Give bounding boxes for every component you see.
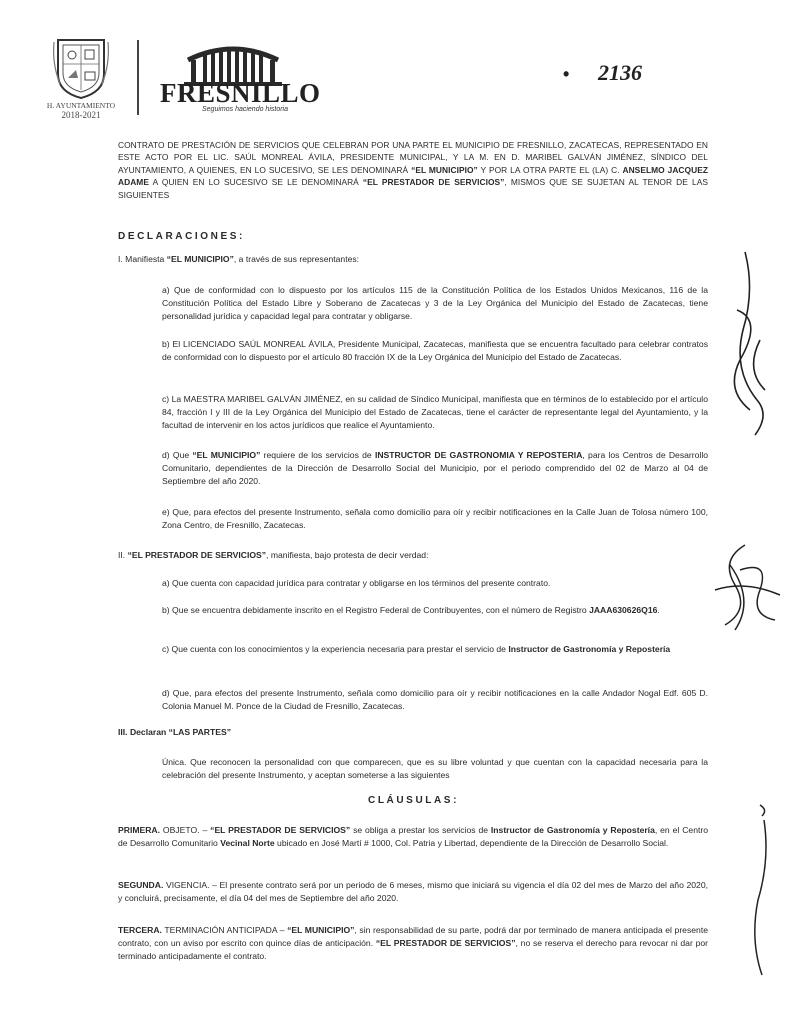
- coat-of-arms-icon: [50, 34, 112, 100]
- primera-prestador: “EL PRESTADOR DE SERVICIOS”: [210, 825, 351, 835]
- decl-i-d-post: , para los Centros de Desarrollo Comunitario, dependientes de la Dirección de Desarrollo Social del Municipio, por el periodo comprendido del 02 de Marzo al 04 de Septiembre del año 2020.: [162, 450, 709, 487]
- declaration-iii-unica: Única. Que reconocen la personalidad con que comparecen, que es su libre voluntad y que cuentan con la capacidad necesaria para la celebración del presente Instrumento, y aceptan someterse a las siguientes: [162, 757, 708, 781]
- tercera-municipio: “EL MUNICIPIO”: [287, 925, 355, 935]
- declaration-i-b: b) El LICENCIADO SAÚL MONREAL ÁVILA, Presidente Municipal, Zacatecas, manifiesta que se encuentra facultado para celebrar contratos de conformidad con lo dispuesto por el artículo 80 fracción IX de la Ley Orgánica del Municipio del Estado de Zacatecas.: [162, 339, 708, 363]
- primera-t1: OBJETO. –: [160, 825, 211, 835]
- declaration-ii-c: [162, 643, 708, 656]
- declaration-iii-title: [118, 726, 678, 739]
- decl-iii-pre: III. Declaran: [118, 727, 169, 737]
- declaration-i-a: a) Que de conformidad con lo dispuesto por los artículos 115 de la Constitución Política de los Estados Unidos Mexicanos, 116 de la Constitución Política del Estado Libre y Soberano de Zacatecas y 3 de la Ley Orgánica del Municipio del Estado de Zacatecas, tiene personalidad jurídica y capacidad legal para contratar y obligarse.: [162, 285, 708, 322]
- declaration-ii-title: [118, 549, 678, 562]
- declaration-i-e: e) Que, para efectos del presente Instrumento, señala como domicilio para oír y recibir notificaciones en la Calle Juan de Tolosa número 100, Zona Centro, de Fresnillo, Zacatecas.: [162, 507, 708, 531]
- decl-i-post: , a través de sus representantes:: [233, 254, 360, 264]
- decl-iii-partes: “LAS PARTES”: [168, 727, 232, 737]
- primera-label: PRIMERA.: [118, 825, 161, 835]
- intro-text-3: A QUIEN EN LO SUCESIVO SE LE DENOMINARÁ: [148, 177, 363, 188]
- declaration-ii-b: [162, 604, 708, 617]
- signature-1-icon: [715, 250, 785, 450]
- clausula-tercera: [118, 924, 708, 964]
- clausulas-heading: CLÁUSULAS:: [368, 795, 459, 806]
- decl-i-d-mid: requiere de los servicios de: [260, 450, 375, 460]
- declaraciones-heading: DECLARACIONES:: [118, 231, 245, 242]
- decl-ii-post: , manifiesta, bajo protesta de decir verdad:: [266, 550, 429, 560]
- decl-i-d-service: INSTRUCTOR DE GASTRONOMIA Y REPOSTERIA: [374, 450, 583, 460]
- header-divider: [137, 40, 139, 115]
- intro-prestador: “EL PRESTADOR DE SERVICIOS”: [362, 177, 505, 188]
- tercera-t3: , no se reserva el derecho para revocar ni dar por terminado anticipadamente el contrato.: [118, 938, 709, 962]
- decl-ii-b-pre: b) Que se encuentra debidamente inscrito en el Registro Federal de Contribuyentes, con el número de Registro: [162, 605, 590, 615]
- tercera-t2: , sin responsabilidad de su parte, podrá dar por terminado de manera anticipada el presente contrato, con un aviso por escrito con quince días de anticipación.: [118, 925, 708, 949]
- declaration-ii-a: a) Que cuenta con capacidad jurídica para contratar y obligarse en los términos del presente contrato.: [162, 578, 551, 588]
- logo-tagline: Seguimos haciendo historia: [202, 106, 288, 113]
- segunda-label: SEGUNDA.: [118, 880, 164, 890]
- decl-ii-b-post: .: [657, 605, 660, 615]
- primera-center: Vecinal Norte: [220, 838, 275, 849]
- decl-ii-c-pre: c) Que cuenta con los conocimientos y la experiencia necesaria para prestar el servicio de: [162, 644, 509, 654]
- intro-contractor-name: ANSELMO JACQUEZ ADAME: [118, 164, 708, 188]
- municipal-seal: [50, 34, 112, 100]
- tercera-prestador: “EL PRESTADOR DE SERVICIOS”: [375, 938, 516, 949]
- intro-text-4: , MISMOS QUE SE SUJETAN AL TENOR DE LAS SIGUIENTES: [118, 177, 708, 200]
- rfc-number: JAAA630626Q16: [589, 605, 658, 615]
- primera-t3: , en el Centro de Desarrollo Comunitario: [118, 825, 708, 849]
- primera-t4: ubicado en José Martí # 1000, Col. Patria y Libertad, dependiente de la Dirección de Desarrollo Social.: [274, 838, 669, 849]
- tercera-t1: TERMINACIÓN ANTICIPADA –: [161, 925, 288, 935]
- decl-ii-pre: II.: [118, 550, 128, 560]
- seal-caption-title: H. AYUNTAMIENTO: [46, 101, 116, 110]
- clausula-segunda: [118, 879, 708, 905]
- seal-caption-years: 2018-2021: [61, 109, 101, 120]
- tercera-label: TERCERA.: [118, 925, 162, 935]
- decl-i-municipio: “EL MUNICIPIO”: [166, 254, 234, 264]
- decl-ii-prestador: “EL PRESTADOR DE SERVICIOS”: [127, 550, 267, 560]
- declaration-i-title: [118, 253, 678, 266]
- declaration-i-d: [162, 449, 708, 489]
- segunda-t1: VIGENCIA. – El presente contrato será por un periodo de 6 meses, mismo que iniciará su vigencia el día 02 del mes de Marzo del año 2020, y concluirá, precisamente, el día 04 del mes de Septiembre del año 2020.: [118, 880, 708, 904]
- decl-i-pre: I. Manifiesta: [118, 254, 167, 264]
- primera-t2: se obliga a prestar los servicios de: [350, 825, 491, 835]
- doc-number-dot: •: [563, 64, 570, 84]
- decl-ii-c-service: Instructor de Gastronomía y Repostería: [508, 644, 671, 654]
- intro-text-1: CONTRATO DE PRESTACIÓN DE SERVICIOS QUE CELEBRAN POR UNA PARTE EL MUNICIPIO DE FRESNILLO, ZACATECAS, REPRESENTADO EN ESTE ACTO POR EL LIC. SAÚL MONREAL ÁVILA, PRESIDENTE MUNICIPAL, Y LA M. EN D. MARIBEL GALVÁN JIMÉNEZ, SÍNDICO DEL AYUNTAMIENTO, A QUIENES, EN LO SUCESIVO, SE LES DENOMINARÁ: [118, 140, 708, 175]
- intro-municipio: “EL MUNICIPIO”: [411, 164, 478, 175]
- fresnillo-logo: [158, 38, 321, 114]
- decl-i-d-pre: d) Que: [162, 450, 193, 460]
- contract-intro: [118, 139, 708, 201]
- decl-i-d-municipio: “EL MUNICIPIO”: [192, 450, 261, 460]
- signature-3-icon: [740, 760, 780, 980]
- logo-wordmark: FRESNILLO: [160, 78, 321, 108]
- document-number: 2136: [598, 60, 642, 85]
- clausula-primera: [118, 824, 708, 850]
- declaration-i-c: c) La MAESTRA MARIBEL GALVÁN JIMÉNEZ, en su calidad de Síndico Municipal, manifiesta que en términos de lo establecido por el artículo 84, fracción I y III de la Ley Orgánica del Municipio del Estado de Zacatecas, tiene el carácter de representante legal del Ayuntamiento, y la facultad de intervenir en los actos jurídicos que realice el Ayuntamiento.: [162, 394, 708, 431]
- intro-text-2: Y POR LA OTRA PARTE EL (LA) C.: [477, 164, 623, 175]
- declaration-ii-d: d) Que, para efectos del presente Instrumento, señala como domicilio para oír y recibir notificaciones en la calle Andador Nogal Edf. 605 D. Colonia Manuel M. Ponce de la Ciudad de Fresnillo, Zacatecas.: [162, 688, 708, 712]
- signature-2-icon: [705, 540, 790, 635]
- primera-service: Instructor de Gastronomía y Repostería: [490, 825, 655, 835]
